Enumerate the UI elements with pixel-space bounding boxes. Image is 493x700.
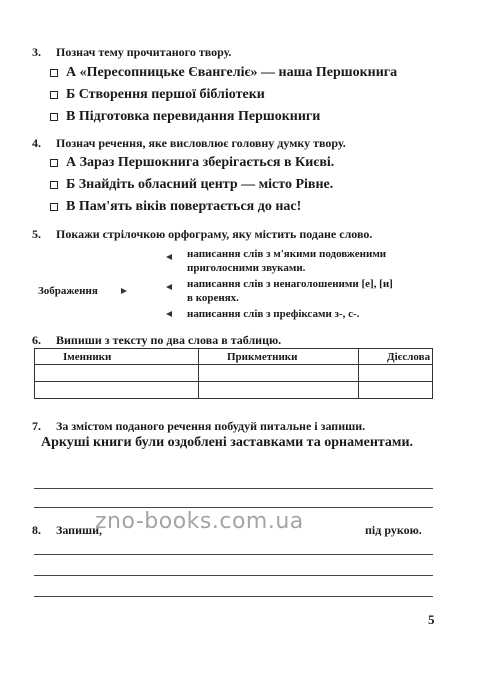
q3-option-b-label: Б Створення першої бібліотеки [66,87,265,102]
checkbox[interactable] [50,203,58,211]
q5-word: Зображення [38,285,98,297]
q5-rule-3: написання слів з префіксами з-, с-. [187,308,360,320]
q4-number: 4. [32,136,41,150]
arrow-left-icon[interactable] [166,254,172,260]
q4-option-c[interactable] [50,199,301,215]
column-header-adjectives: Прикметники [199,349,359,365]
q7-prompt: За змістом поданого речення побудуй питальне і запиши. [56,419,366,433]
q7-sentence: Аркуші книги були оздоблені заставками та орнаментами. [41,435,414,450]
q3-option-a[interactable] [50,65,397,81]
arrow-left-icon[interactable] [166,284,172,290]
column-header-nouns: Іменники [35,349,199,365]
column-header-verbs: Дієслова [359,349,433,365]
q6-number: 6. [32,333,41,347]
checkbox[interactable] [50,181,58,189]
q5-rule-1-line-2: приголосними звуками. [187,262,306,274]
q4-option-c-label: В Пам'ять віків повертається до нас! [66,199,302,214]
page-number: 5 [428,612,435,627]
q4-option-b[interactable] [50,177,333,193]
answer-line[interactable] [34,507,433,508]
table-cell[interactable] [359,382,433,399]
table-cell[interactable] [359,365,433,382]
q5-number: 5. [32,227,41,241]
q8-number: 8. [32,523,41,537]
q5-rule-1-line-1: написання слів з м'якими подовженими [187,248,387,260]
q8-prompt-end: під рукою. [365,523,422,537]
q3-prompt: Познач тему прочитаного твору. [56,45,232,59]
q4-option-a-label: А Зараз Першокнига зберігається в Києві. [66,155,335,170]
checkbox[interactable] [50,69,58,77]
table-row [35,365,433,382]
arrow-right-icon [121,288,127,294]
arrow-left-icon[interactable] [166,311,172,317]
q3-number: 3. [32,45,41,59]
q6-prompt: Випиши з тексту по два слова в таблицю. [56,333,282,347]
table-cell[interactable] [199,382,359,399]
table-header-row [35,349,433,365]
answer-line[interactable] [34,575,433,576]
q4-option-a[interactable] [50,155,334,171]
q8-prompt-start: Запиши, [56,523,103,537]
checkbox[interactable] [50,159,58,167]
answer-line[interactable] [34,554,433,555]
q5-rule-2-line-2: в коренях. [187,292,239,304]
q5-rule-2-line-1: написання слів з ненаголошеними [е], [и] [187,278,393,290]
checkbox[interactable] [50,91,58,99]
q3-option-c-label: В Підготовка перевидання Першокниги [66,109,321,124]
answer-table [34,348,433,399]
q4-option-b-label: Б Знайдіть обласний центр — місто Рівне. [66,177,334,192]
table-cell[interactable] [199,365,359,382]
q5-prompt: Покажи стрілочкою орфограму, яку містить подане слово. [56,227,373,241]
table-cell[interactable] [35,382,199,399]
watermark: zno-books.com.ua [95,509,304,534]
q3-option-c[interactable] [50,109,320,125]
answer-line[interactable] [34,488,433,489]
q3-option-a-label: А «Пересопницьке Євангеліє» — наша Першокнига [66,65,398,80]
answer-line[interactable] [34,596,433,597]
q4-prompt: Познач речення, яке висловлює головну думку твору. [56,136,346,150]
table-cell[interactable] [35,365,199,382]
checkbox[interactable] [50,113,58,121]
table-row [35,382,433,399]
q5-rule-1 [187,247,386,275]
q5-rule-2 [187,277,393,305]
q3-option-b[interactable] [50,87,265,103]
q7-number: 7. [32,419,41,433]
